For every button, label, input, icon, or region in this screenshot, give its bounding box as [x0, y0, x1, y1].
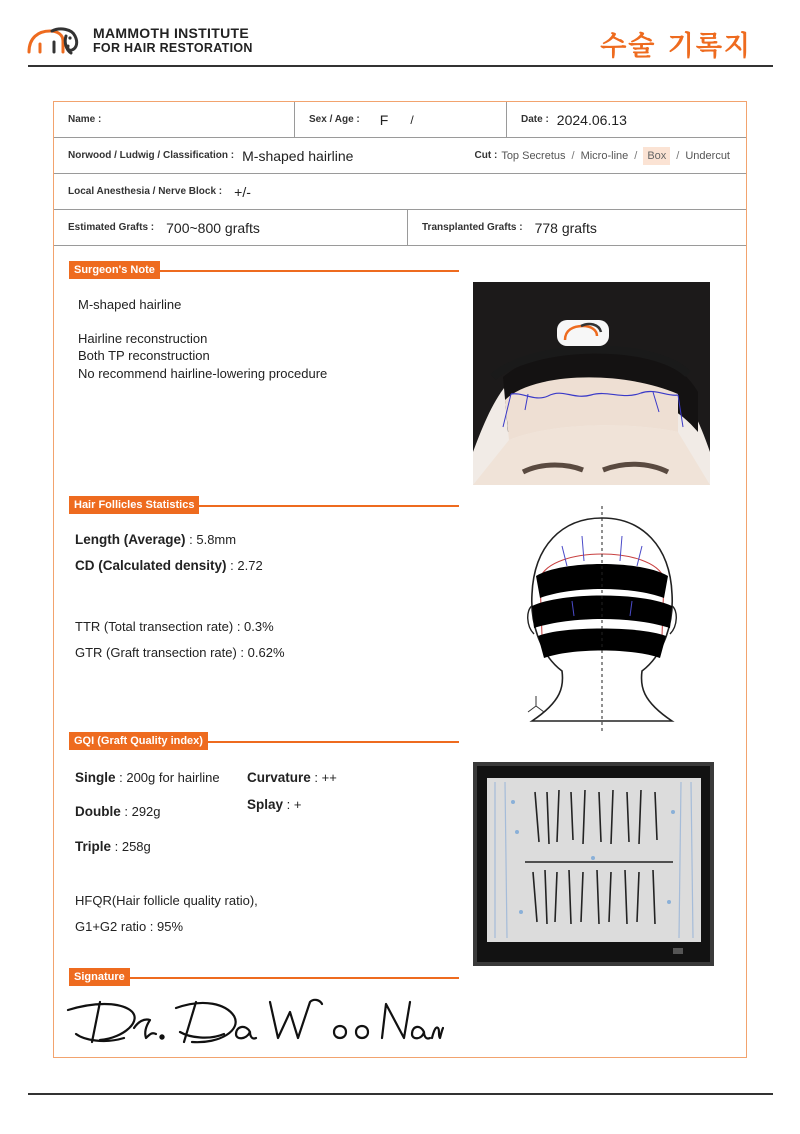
institute-name-line2: FOR HAIR RESTORATION [93, 41, 253, 55]
curvature-label: Curvature [247, 770, 311, 785]
page-header [0, 0, 800, 70]
cd-value: : 2.72 [226, 558, 263, 573]
surgery-record-form [53, 101, 747, 1058]
classification-value: M-shaped hairline [242, 147, 354, 164]
date-label: Date : [521, 114, 549, 125]
note-line-3: Both TP reconstruction [78, 348, 210, 363]
hairline-photo [473, 282, 710, 485]
note-line-4: No recommend hairline-lowering procedure [78, 366, 328, 381]
gqi-double [75, 804, 161, 819]
triple-label: Triple [75, 839, 112, 854]
date-cell [506, 102, 746, 137]
estimated-grafts-value: 700~800 grafts [166, 219, 260, 236]
gqi-splay [247, 797, 301, 812]
mammoth-logo-icon [26, 24, 84, 56]
age-separator: / [410, 112, 414, 127]
sex-value: F [379, 111, 389, 128]
document-title: 수술 기록지 [600, 31, 752, 62]
gqi-title: GQI (Graft Quality index) [69, 732, 208, 750]
single-label: Single [75, 770, 116, 785]
double-value: : 292g [120, 804, 161, 819]
surgeon-note-title: Surgeon's Note [69, 261, 160, 279]
classification-label: Norwood / Ludwig / Classification : [68, 150, 235, 161]
graft-sorting-illustration [473, 762, 714, 966]
row-grafts [54, 210, 746, 246]
cut-option-box-selected: Box [643, 147, 670, 165]
double-label: Double [75, 804, 121, 819]
header-divider [28, 65, 773, 67]
name-label: Name : [68, 114, 102, 125]
estimated-grafts-label: Estimated Grafts : [68, 222, 155, 233]
footer-divider [28, 1093, 773, 1095]
cut-options [475, 138, 730, 173]
cut-separator: / [571, 149, 575, 162]
sex-age-label: Sex / Age : [309, 114, 360, 125]
splay-value: : + [283, 797, 302, 812]
length-label: Length (Average) [75, 532, 186, 547]
signature-title: Signature [69, 968, 130, 986]
anesthesia-cell [54, 174, 746, 209]
gqi-triple [75, 839, 151, 854]
cut-separator: / [634, 149, 638, 162]
hfqr-line-2: G1+G2 ratio : 95% [75, 919, 184, 934]
surgeon-note-heading [69, 261, 459, 280]
anesthesia-label: Local Anesthesia / Nerve Block : [68, 186, 223, 197]
sex-age-cell [294, 102, 506, 137]
transplanted-grafts-cell [407, 210, 746, 245]
follicle-stats-heading [69, 496, 459, 515]
length-value: : 5.8mm [185, 532, 237, 547]
date-value: 2024.06.13 [556, 111, 627, 128]
cut-option-micro-line: Micro-line [580, 149, 629, 162]
transplanted-grafts-label: Transplanted Grafts : [422, 222, 523, 233]
cut-label: Cut : [474, 150, 498, 161]
row-patient-info [54, 102, 746, 138]
transplanted-grafts-value: 778 grafts [534, 219, 597, 236]
curvature-value: : ++ [310, 770, 337, 785]
row-anesthesia [54, 174, 746, 210]
gqi-heading [69, 732, 459, 751]
graft-sorting-photo [473, 762, 714, 966]
length-average [75, 532, 236, 547]
ttr-stat: TTR (Total transection rate) : 0.3% [75, 619, 274, 634]
note-line-2: Hairline reconstruction [78, 331, 208, 346]
name-cell [54, 102, 294, 137]
donor-area-head-diagram [522, 506, 682, 736]
cut-option-top-secretus: Top Secretus [501, 149, 566, 162]
cut-option-undercut: Undercut [685, 149, 730, 162]
gqi-curvature [247, 770, 337, 785]
handwritten-signature [64, 988, 444, 1050]
calculated-density [75, 558, 263, 573]
estimated-grafts-cell [54, 210, 407, 245]
triple-value: : 258g [111, 839, 151, 854]
cut-separator: / [676, 149, 680, 162]
row-classification [54, 138, 746, 174]
signature-heading [69, 968, 459, 987]
hfqr-line-1: HFQR(Hair follicle quality ratio), [75, 893, 258, 908]
institute-name [93, 26, 253, 56]
hairline-photo-illustration [473, 282, 710, 485]
cd-label: CD (Calculated density) [75, 558, 227, 573]
single-value: : 200g for hairline [115, 770, 220, 785]
gtr-stat: GTR (Graft transection rate) : 0.62% [75, 645, 285, 660]
note-line-1: M-shaped hairline [78, 297, 182, 312]
follicle-stats-title: Hair Follicles Statistics [69, 496, 199, 514]
institute-name-line1: MAMMOTH INSTITUTE [93, 25, 249, 41]
anesthesia-value: +/- [234, 183, 251, 200]
splay-label: Splay [247, 797, 284, 812]
gqi-single [75, 770, 220, 785]
